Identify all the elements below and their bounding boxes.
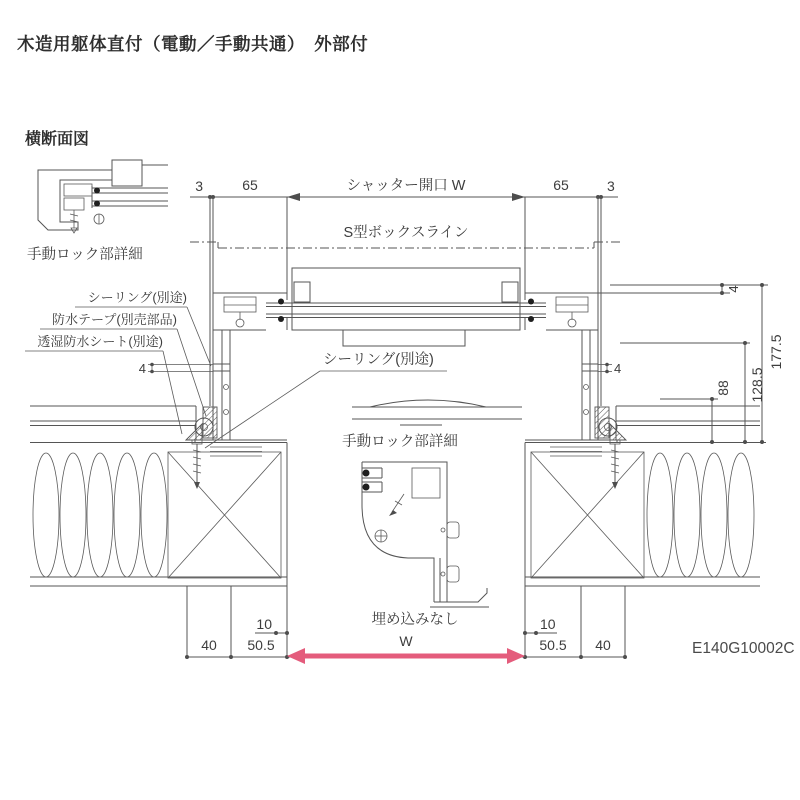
dim-proj-mid: 128.5 (749, 367, 765, 403)
section-heading: 横断面図 (25, 131, 90, 148)
dim-bottom-right-505: 50.5 (539, 637, 567, 653)
dim-top-right-65: 65 (553, 177, 569, 193)
left-wall-section (30, 406, 287, 586)
right-wall-section (525, 406, 766, 586)
drawing-code: E140G10002C (692, 640, 795, 657)
shutter-box-and-curtain (266, 268, 546, 346)
label-no-embedding: 埋め込みなし (371, 612, 459, 628)
label-sealing-left: シーリング(別途) (87, 290, 187, 305)
page-title: 木造用躯体直付（電動／手動共通） 外部付 (17, 34, 369, 54)
box-line-label: S型ボックスライン (343, 225, 469, 241)
dim-top-right-3: 3 (607, 178, 615, 194)
label-sealing-center: シーリング(別途) (323, 352, 434, 368)
dim-proj-rail: 88 (715, 380, 731, 396)
dim-bottom-w: W (399, 633, 413, 649)
center-lock-detail (362, 462, 489, 607)
label-breathable-sheet: 透湿防水シート(別途) (37, 334, 163, 349)
dim-bottom-left-40: 40 (201, 637, 217, 653)
dim-opening-width: シャッター開口 W (346, 178, 466, 194)
sheet-turnup (186, 424, 202, 440)
opening-width-arrow (287, 633, 525, 664)
dim-rail-lip-right: 4 (614, 361, 622, 376)
dim-bottom-right-10: 10 (540, 616, 556, 632)
dim-proj-box: 4 (726, 285, 741, 293)
thumbnail-lock-detail (27, 160, 168, 263)
top-dimension-line (190, 177, 618, 440)
thumbnail-caption: 手動ロック部詳細 (27, 247, 143, 263)
dim-proj-total: 177.5 (768, 334, 784, 370)
sheet-turnup (610, 424, 626, 440)
dim-bottom-left-505: 50.5 (247, 637, 275, 653)
center-detail-caption: 手動ロック部詳細 (342, 434, 458, 450)
dim-top-left-65: 65 (242, 177, 258, 193)
dim-bottom-right-40: 40 (595, 637, 611, 653)
dim-bottom-left-10: 10 (256, 616, 272, 632)
label-waterproof-tape: 防水テープ(別売部品) (51, 312, 177, 327)
left-annotations (25, 290, 211, 434)
box-reference-line (190, 223, 620, 248)
dim-rail-lip-left: 4 (138, 361, 146, 376)
dim-top-left-3: 3 (195, 178, 203, 194)
right-dimensions (598, 283, 784, 444)
